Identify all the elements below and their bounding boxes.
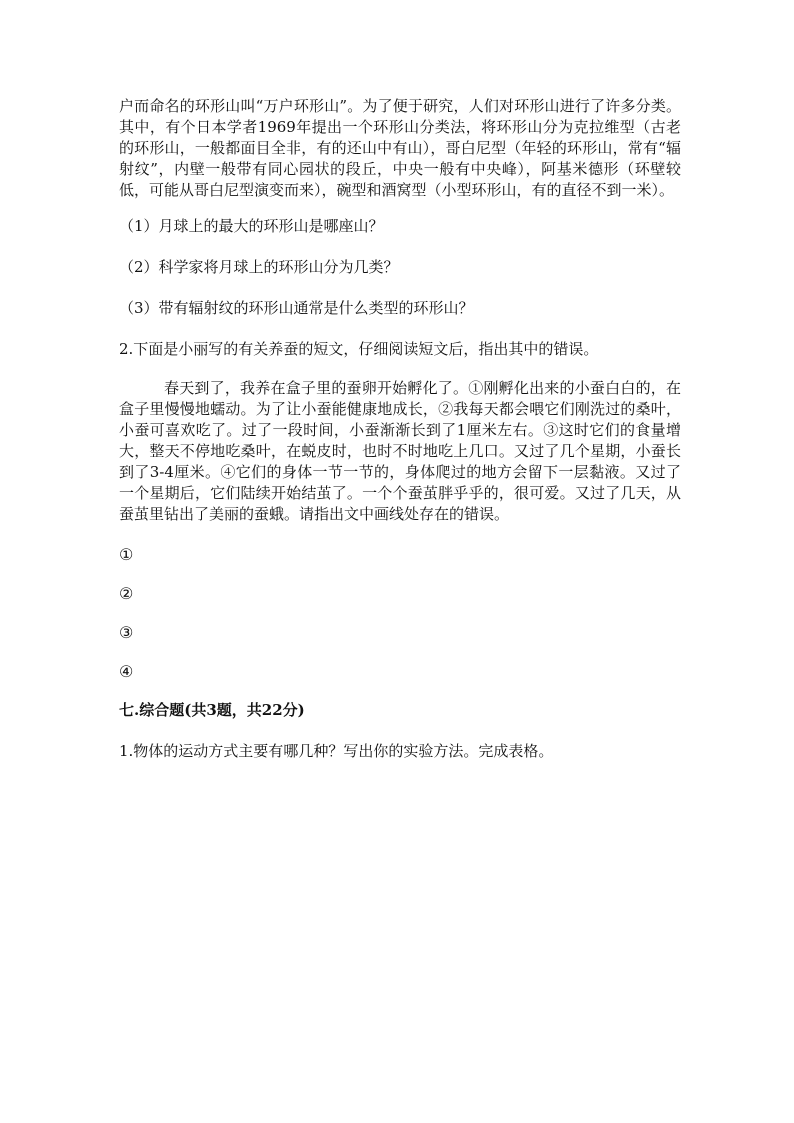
answer-blank-1: ① — [119, 545, 134, 564]
section-7-heading: 七.综合题(共3题，共22分) — [119, 701, 305, 719]
document-page — [119, 96, 681, 762]
question-1-2: （2）科学家将月球上的环形山分为几类？ — [119, 258, 399, 276]
answer-blank-4: ④ — [119, 662, 134, 681]
question-2-prompt: 2.下面是小丽写的有关养蚕的短文，仔细阅读短文后，指出其中的错误。 — [119, 340, 599, 358]
passage-crater: 户而命名的环形山叫“万户环形山”。为了便于研究，人们对环形山进行了许多分类。其中，有个日本学者1969年提出一个环形山分类法，将环形山分为克拉维型（古老的环形山，一般都面目全非，有的还山中有山），哥白尼型（年轻的环形山，常有“辐射纹”，内壁一般带有同心园状的段丘，中央一般有中央峰），阿基米德形（环壁较低，可能从哥白尼型演变而来），碗型和酒窝型（小型环形山，有的直径不到一米）。 — [119, 97, 681, 199]
answer-blank-2: ② — [119, 584, 134, 603]
passage-silkworm: 春天到了，我养在盒子里的蚕卵开始孵化了。①刚孵化出来的小蚕白白的，在盒子里慢慢地蠕动。为了让小蚕能健康地成长，②我每天都会喂它们刚洗过的桑叶，小蚕可喜欢吃了。过了一段时间，小蚕渐渐长到了1厘米左右。③这时它们的食量增大，整天不停地吃桑叶，在蜕皮时，也时不时地吃上几口。又过了几个星期，小蚕长到了3-4厘米。④它们的身体一节一节的，身体爬过的地方会留下一层黏液。又过了一个星期后，它们陆续开始结茧了。一个个蚕茧胖乎乎的，很可爱。又过了几天，从蚕茧里钻出了美丽的蚕蛾。请指出文中画线处存在的错误。 — [119, 379, 681, 523]
question-1-3: （3）带有辐射纹的环形山通常是什么类型的环形山？ — [119, 299, 474, 317]
section-7-question-1: 1.物体的运动方式主要有哪几种？写出你的实验方法。完成表格。 — [119, 742, 554, 760]
answer-blank-3: ③ — [119, 623, 134, 642]
question-1-1: （1）月球上的最大的环形山是哪座山？ — [119, 217, 384, 235]
